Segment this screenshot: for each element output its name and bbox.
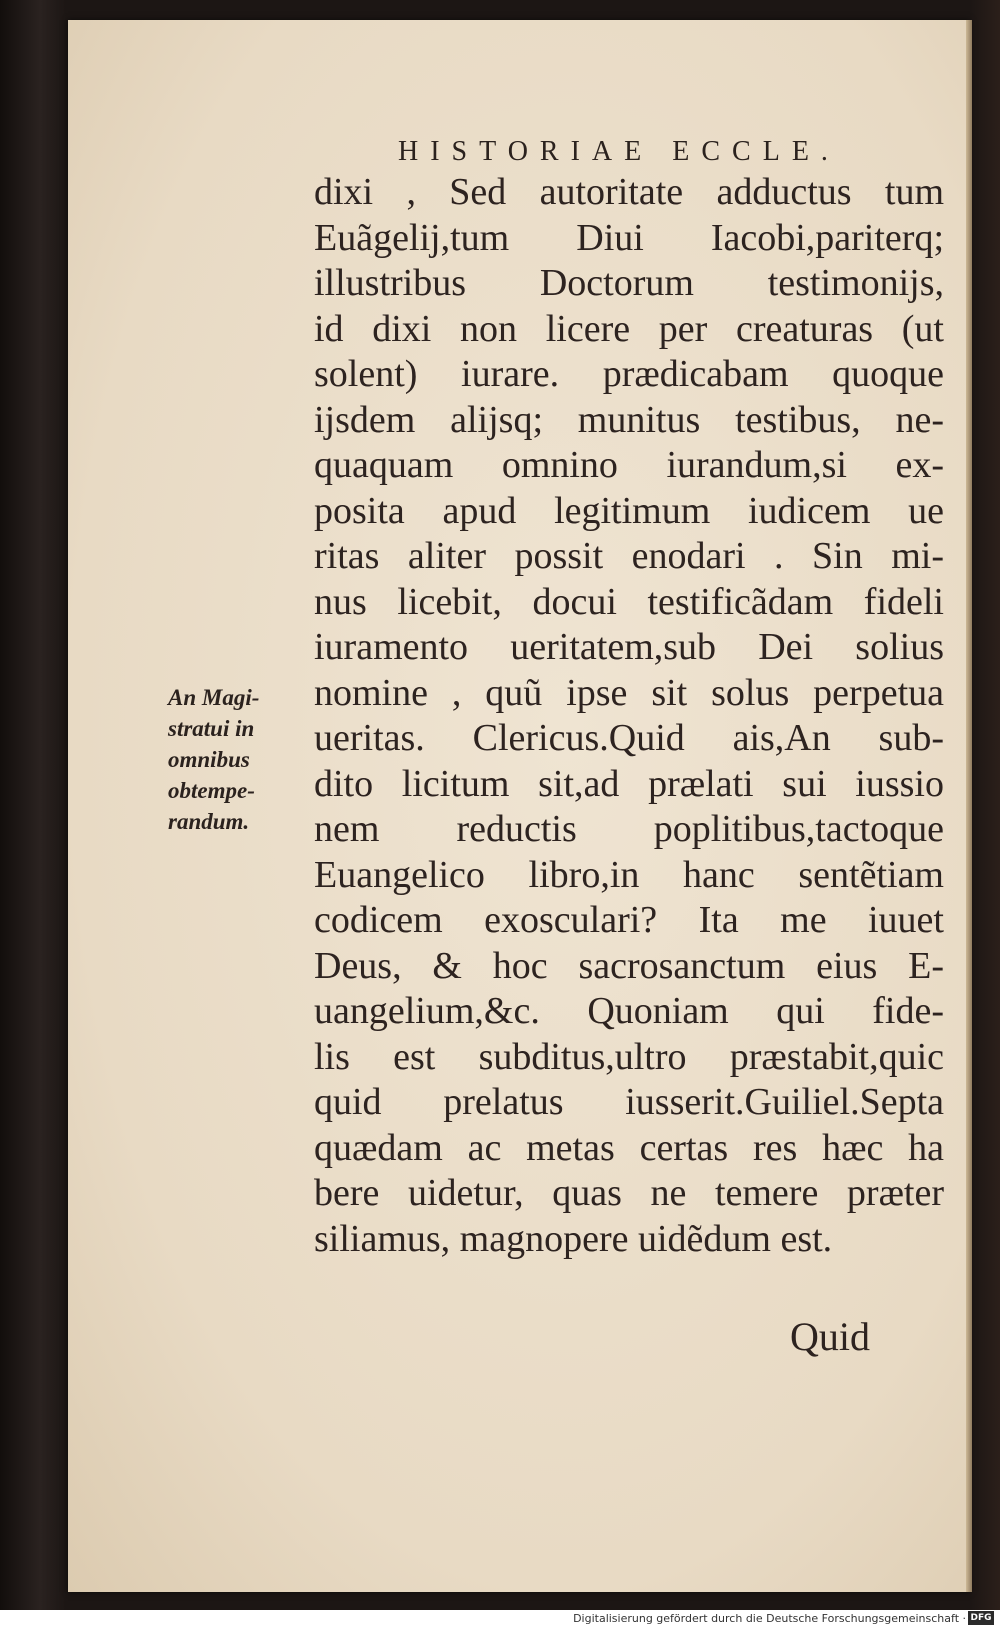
text-line: ueritas. Clericus.Quid ais,An sub- bbox=[314, 717, 944, 759]
marginal-note bbox=[168, 682, 308, 837]
dfg-logo: DFG bbox=[968, 1611, 994, 1625]
text-line: quaquam omnino iurandum,si ex- bbox=[314, 444, 944, 486]
text-line: lis est subditus,ultro præstabit,quic bbox=[314, 1035, 944, 1078]
text-line: iuramento ueritatem,sub Dei solius bbox=[314, 626, 944, 668]
text-line: ijsdem alijsq; munitus testibus, ne- bbox=[314, 398, 944, 441]
text-line: Euangelico libro,in hanc sentẽtiam bbox=[314, 853, 944, 896]
text-line: nus licebit, docui testificãdam fideli bbox=[314, 580, 944, 623]
text-line: quædam ac metas certas res hæc ha bbox=[314, 1126, 944, 1169]
text-line: nem reductis poplitibus,tactoque bbox=[314, 808, 944, 850]
text-line: ritas aliter possit enodari . Sin mi- bbox=[314, 535, 944, 577]
text-line: Deus, & hoc sacrosanctum eius E- bbox=[314, 944, 944, 987]
text-line: id dixi non licere per creaturas (ut bbox=[314, 307, 944, 350]
marginal-line: stratui in bbox=[168, 716, 255, 741]
text-line: nomine , quũ ipse sit solus perpetua bbox=[314, 671, 944, 714]
body-text bbox=[314, 170, 944, 1262]
text-line: posita apud legitimum iudicem ue bbox=[314, 489, 944, 532]
text-line: bere uidetur, quas ne temere præter bbox=[314, 1172, 944, 1214]
text-line: dixi , Sed autoritate adductus tum bbox=[314, 171, 944, 213]
text-line: uangelium,&c. Quoniam qui fide- bbox=[314, 990, 944, 1032]
text-line: siliamus, magnopere uidẽdum est. bbox=[314, 1217, 833, 1260]
text-line: Euãgelij,tum Diui Iacobi,pariterq; bbox=[314, 216, 944, 259]
marginal-line: randum. bbox=[168, 809, 250, 834]
marginal-line: omnibus bbox=[168, 747, 250, 772]
text-line: quid prelatus iusserit.Guiliel.Septa bbox=[314, 1081, 944, 1123]
text-line: dito licitum sit,ad prælati sui iussio bbox=[314, 762, 944, 805]
marginal-line: obtempe- bbox=[168, 778, 255, 803]
page-edge bbox=[966, 20, 972, 1592]
text-line: codicem exosculari? Ita me iuuet bbox=[314, 899, 944, 941]
digitization-credit: Digitalisierung gefördert durch die Deutsche Forschungsgemeinschaft · bbox=[573, 1612, 966, 1625]
text-line: solent) iurare. prædicabam quoque bbox=[314, 353, 944, 395]
marginal-line: An Magi- bbox=[168, 685, 260, 710]
catchword: Quid bbox=[790, 1314, 870, 1359]
running-head: HISTORIAE ECCLE. bbox=[398, 136, 840, 167]
text-line: illustribus Doctorum testimonijs, bbox=[314, 262, 944, 304]
